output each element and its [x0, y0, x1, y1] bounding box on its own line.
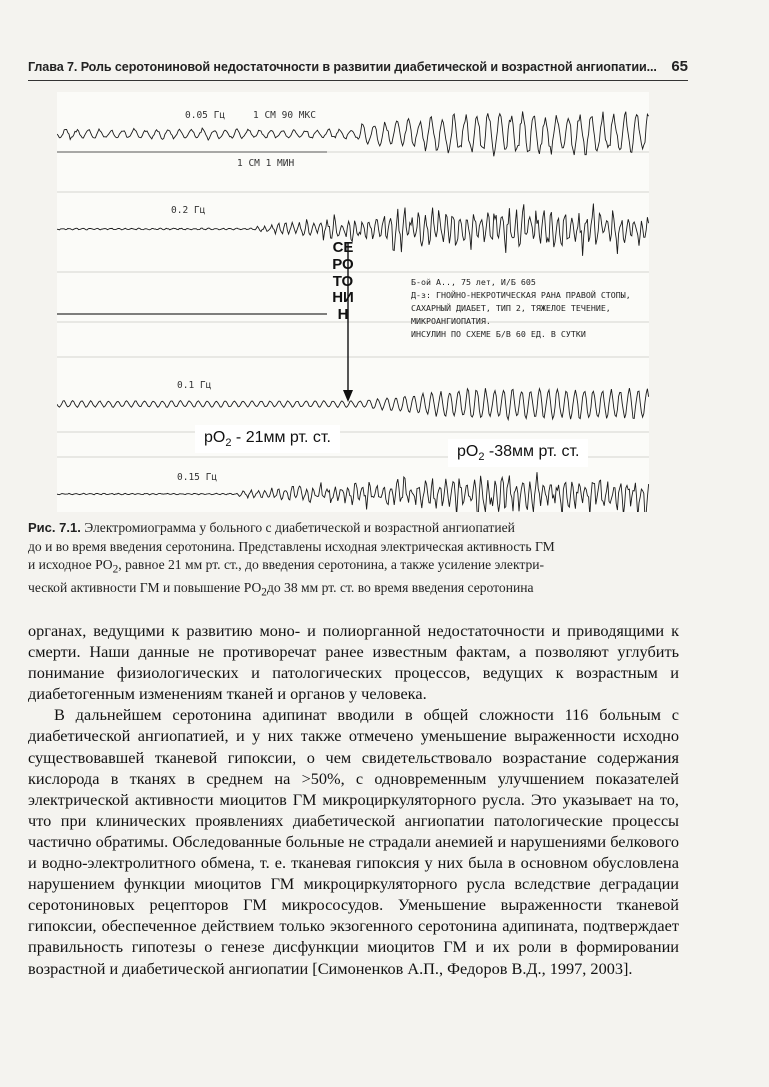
patient-info-line: ИНСУЛИН ПО СХЕМЕ Б/В 60 ЕД. В СУТКИ: [411, 329, 586, 339]
po2-before-sub: 2: [225, 437, 232, 450]
chapter-title: Глава 7. Роль серотониновой недостаточности в развитии диабетической и возрастной ангиопатии...: [28, 60, 657, 74]
running-header: [28, 56, 688, 81]
body-text: [28, 620, 679, 979]
po2-after-value: -38мм рт. ст.: [484, 443, 580, 460]
electromyogram-figure: [57, 92, 649, 512]
trace-2-freq-label: 0.2 Гц: [171, 205, 206, 216]
po2-after-prefix: pO: [457, 443, 479, 460]
injection-arrow-head: [343, 390, 353, 402]
po2-after-sub: 2: [478, 451, 485, 464]
emg-trace-1: [57, 111, 649, 156]
caption-line-1: Электромиограмма у больного с диабетической и возрастной ангиопатией: [80, 520, 515, 535]
caption-label: Рис. 7.1.: [28, 520, 81, 535]
paragraph-2: В дальнейшем серотонина адипинат вводили в общей сложности 116 больным с диабетической ангиопатией, и у них также отмечено уменьшение выраженности исходно существовавшей тканевой гипоксии, о чем свидетельствовало возрастание содержания кислорода в тканях в среднем на >50%, с одновременным улучшением показателей электрической активности миоцитов ГМ микроциркуляторного русла. Это указывает на то, что при клинических проявлениях диабетической ангиопатии патологические процессы частично обратимы. Обследованные больные не страдали анемией и нарушениями белкового и водно-электролитного обмена, т. е. тканевая гипоксия у них была в основном обусловлена нарушением функции миоцитов ГМ микроциркуляторного русла вследствие деградации серотониновых рецепторов ГМ микрососудов. Уменьшение выраженности тканевой гипоксии, обеспеченное действием только экзогенного серотонина адипината, подтверждает правильность гипотезы о генезе дисфункции миоцитов ГМ и их роли в формировании возрастной и диабетической ангиопатии [Симоненков А.П., Федоров В.Д., 1997, 2003].: [28, 705, 679, 978]
caption-line-3-sub: 2: [112, 563, 119, 576]
po2-before-value: - 21мм рт. ст.: [231, 429, 331, 446]
patient-info-line: Б-ой А.., 75 лет, И/Б 605: [411, 277, 536, 287]
po2-before-label: [195, 425, 340, 453]
caption-line-3b: , равное 21 мм рт. ст., до введения серотонина, а также усиление электри-: [118, 557, 545, 572]
emg-trace-4: [57, 472, 649, 512]
trace-1-freq-label: 0.05 Гц: [185, 110, 226, 121]
po2-before-prefix: pO: [204, 429, 226, 446]
scale-label-time: 1 СМ 1 МИН: [237, 158, 295, 169]
caption-line-4-sub: 2: [261, 586, 267, 599]
serotonin-injection-label: СЕРОТОНИН: [332, 239, 354, 324]
figure-caption: [28, 519, 668, 602]
caption-line-3a: и исходное РО: [28, 557, 113, 572]
trace-3-freq-label: 0.1 Гц: [177, 380, 212, 391]
scale-label-amplitude: 1 СМ 90 МКС: [253, 110, 316, 121]
caption-line-2: до и во время введения серотонина. Представлены исходная электрическая активность ГМ: [28, 538, 555, 554]
patient-info-line: Д-з: ГНОЙНО-НЕКРОТИЧЕСКАЯ РАНА ПРАВОЙ СТОПЫ,: [411, 290, 631, 300]
po2-after-label: [448, 439, 588, 467]
patient-info-line: САХАРНЫЙ ДИАБЕТ, ТИП 2, ТЯЖЕЛОЕ ТЕЧЕНИЕ,: [411, 303, 611, 313]
caption-line-4b: до 38 мм рт. ст. во время введения серотонина: [266, 580, 534, 596]
patient-info-line: МИКРОАНГИОПАТИЯ.: [411, 316, 491, 326]
caption-line-4a: ческой активности ГМ и повышение РО: [28, 580, 262, 596]
page-number: 65: [671, 58, 688, 75]
trace-4-freq-label: 0.15 Гц: [177, 472, 218, 483]
paragraph-1: органах, ведущими к развитию моно- и полиорганной недостаточности и приводящими к смерти. Наши данные не противоречат ранее известным фактам, а позволяют углубить понимание физиологических и патологических процессов, ведущих к возрастным и диабетогенным изменениям тканей и органов у человека.: [28, 621, 679, 704]
emg-trace-3: [57, 388, 649, 419]
patient-info: [411, 276, 643, 341]
